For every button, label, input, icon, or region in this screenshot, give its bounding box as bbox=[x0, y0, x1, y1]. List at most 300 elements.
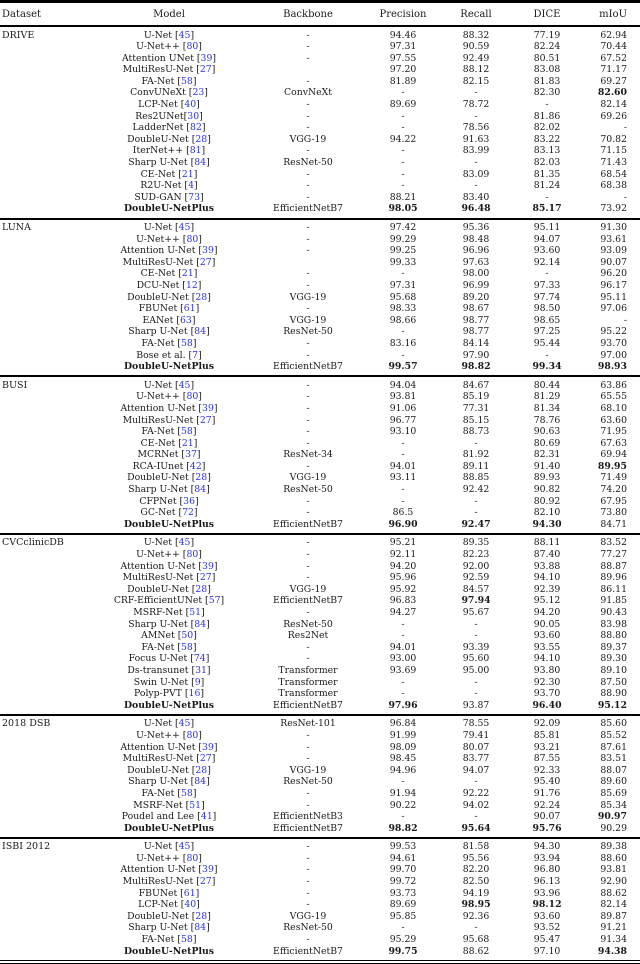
miou-value: - bbox=[623, 122, 627, 134]
backbone-label: ResNet-50 bbox=[283, 618, 333, 630]
model-cell: SUD-GAN [73] bbox=[134, 191, 204, 203]
model-name: Attention U-Net bbox=[120, 864, 196, 876]
backbone-label: - bbox=[306, 437, 310, 449]
dataset-label bbox=[0, 99, 88, 111]
model-name: CE-Net bbox=[140, 168, 176, 180]
precision-value: 98.45 bbox=[389, 753, 417, 765]
miou-value: 67.52 bbox=[600, 52, 627, 64]
precision-value: 95.92 bbox=[389, 583, 417, 595]
table-row bbox=[0, 41, 640, 53]
precision-value: - bbox=[401, 688, 405, 700]
dice-value: 78.76 bbox=[533, 414, 561, 426]
model-name: DoubleU-Net bbox=[127, 910, 189, 922]
dice-value: 82.24 bbox=[533, 41, 561, 53]
dataset-label bbox=[0, 800, 88, 812]
precision-value: - bbox=[401, 437, 405, 449]
recall-value: 98.67 bbox=[462, 303, 490, 315]
model-name: Res2UNet bbox=[135, 110, 184, 122]
backbone-label: - bbox=[306, 337, 310, 349]
citation-link[interactable]: 39 bbox=[202, 402, 214, 414]
precision-value: - bbox=[401, 676, 405, 688]
model-name: Bose et al. bbox=[136, 349, 186, 361]
dataset-label bbox=[0, 134, 88, 146]
dice-value: 93.70 bbox=[533, 688, 561, 700]
dice-value: 91.40 bbox=[533, 460, 561, 472]
dataset-label: LUNA bbox=[2, 222, 31, 233]
citation-link[interactable]: 84 bbox=[194, 326, 207, 338]
dice-value: 81.34 bbox=[533, 402, 561, 414]
miou-value: 89.87 bbox=[600, 910, 627, 922]
model-cell: CE-Net [21] bbox=[140, 268, 198, 280]
model-cell: U-Net++ [80] bbox=[136, 729, 202, 741]
citation-link[interactable]: 39 bbox=[202, 864, 214, 876]
model-name: MultiResU-Net bbox=[122, 414, 194, 426]
model-cell: LCP-Net [40] bbox=[138, 99, 200, 111]
model-cell: FA-Net [58] bbox=[141, 75, 197, 87]
backbone-label: - bbox=[306, 414, 310, 426]
citation-link[interactable]: 63 bbox=[179, 314, 192, 326]
precision-value: 93.81 bbox=[389, 391, 417, 403]
model-cell bbox=[88, 519, 250, 534]
precision-value: 88.21 bbox=[389, 191, 417, 203]
model-name: DCU-Net bbox=[136, 279, 180, 291]
precision-value: 93.69 bbox=[389, 664, 417, 676]
citation-link[interactable]: 39 bbox=[200, 52, 213, 64]
citation-link[interactable]: 28 bbox=[195, 764, 208, 776]
recall-value: - bbox=[474, 110, 478, 122]
miou-value: 95.22 bbox=[600, 326, 627, 338]
citation-link[interactable]: 80 bbox=[186, 391, 199, 403]
citation-link[interactable]: 28 bbox=[195, 133, 208, 145]
column-header-dataset: Dataset bbox=[0, 2, 88, 27]
model-name: CFPNet bbox=[139, 495, 177, 507]
table-row bbox=[0, 838, 640, 853]
table-row bbox=[0, 134, 640, 146]
dataset-label bbox=[0, 688, 88, 700]
dice-value: 93.21 bbox=[533, 741, 561, 753]
precision-value: 95.96 bbox=[389, 572, 417, 584]
backbone-label: - bbox=[306, 426, 310, 438]
citation-link[interactable]: 4 bbox=[188, 180, 194, 192]
citation-link[interactable]: 58 bbox=[180, 426, 193, 438]
model-cell: U-Net [45] bbox=[143, 537, 195, 549]
model-cell: DoubleU-Net [28] bbox=[127, 583, 211, 595]
precision-value: 99.29 bbox=[389, 233, 417, 245]
recall-value: 96.96 bbox=[462, 245, 490, 257]
table-row bbox=[0, 823, 640, 838]
citation-link[interactable]: 27 bbox=[199, 572, 212, 584]
backbone-label: - bbox=[306, 653, 310, 665]
precision-value: - bbox=[401, 449, 405, 461]
citation-link[interactable]: 51 bbox=[189, 607, 202, 618]
citation-link[interactable]: 31 bbox=[195, 664, 207, 676]
citation-link[interactable]: 36 bbox=[183, 495, 195, 507]
citation-link[interactable]: 58 bbox=[180, 337, 193, 349]
backbone-label: ResNet-50 bbox=[283, 922, 333, 934]
dataset-label bbox=[0, 584, 88, 596]
citation-link[interactable]: 27 bbox=[199, 414, 212, 426]
dataset-label bbox=[0, 53, 88, 65]
table-row bbox=[0, 157, 640, 169]
recall-value: 88.85 bbox=[462, 472, 490, 484]
citation-link[interactable]: 21 bbox=[181, 168, 194, 180]
dataset-label bbox=[0, 730, 88, 742]
model-name: EANet bbox=[142, 314, 174, 326]
dice-value: 85.17 bbox=[532, 203, 562, 215]
dataset-label bbox=[0, 361, 88, 376]
table-row bbox=[0, 203, 640, 218]
miou-value: 71.95 bbox=[600, 426, 627, 438]
table-row bbox=[0, 700, 640, 715]
miou-value: 91.34 bbox=[600, 934, 627, 946]
citation-link[interactable]: 45 bbox=[178, 718, 191, 730]
miou-value: 97.06 bbox=[600, 303, 627, 315]
model-name: Swin U-Net bbox=[133, 676, 189, 688]
precision-value: 96.84 bbox=[389, 718, 417, 730]
recall-value: 88.73 bbox=[462, 426, 490, 438]
table-header bbox=[0, 2, 640, 27]
citation-link[interactable]: 9 bbox=[194, 676, 201, 688]
citation-link[interactable]: 27 bbox=[199, 256, 212, 268]
table-row bbox=[0, 853, 640, 865]
backbone-label: EfficientNetB7 bbox=[273, 699, 343, 711]
citation-link[interactable]: 81 bbox=[189, 145, 202, 157]
dice-value: 81.24 bbox=[533, 180, 561, 192]
recall-value: 95.00 bbox=[462, 664, 490, 676]
miou-value: 65.55 bbox=[600, 391, 627, 403]
model-name: DoubleU-NetPlus bbox=[124, 699, 214, 711]
citation-link[interactable]: 45 bbox=[178, 222, 191, 233]
miou-value: 95.11 bbox=[600, 291, 627, 303]
miou-value: 85.34 bbox=[600, 799, 627, 811]
precision-value: - bbox=[401, 110, 405, 122]
dataset-label bbox=[0, 315, 88, 327]
model-name: CRF-EfficientUNet bbox=[113, 595, 203, 607]
backbone-label: - bbox=[306, 560, 310, 572]
citation-link[interactable]: 39 bbox=[202, 560, 214, 572]
model-cell: LCP-Net [40] bbox=[138, 899, 200, 911]
recall-value: 98.77 bbox=[462, 314, 490, 326]
citation-link[interactable]: 84 bbox=[194, 776, 207, 788]
citation-link[interactable]: 28 bbox=[195, 583, 208, 595]
recall-value: 89.11 bbox=[462, 460, 490, 472]
recall-value: 94.07 bbox=[462, 764, 490, 776]
recall-value: 95.64 bbox=[461, 822, 491, 834]
dice-value: 95.47 bbox=[533, 934, 561, 946]
dice-value: 93.60 bbox=[533, 630, 561, 642]
dice-value: 80.92 bbox=[533, 495, 561, 507]
miou-value: 71.17 bbox=[600, 64, 627, 76]
table-row bbox=[0, 415, 640, 427]
citation-link[interactable]: 7 bbox=[192, 349, 199, 361]
citation-link[interactable]: 80 bbox=[186, 41, 199, 53]
recall-value: - bbox=[474, 507, 478, 519]
dice-value: 92.09 bbox=[533, 718, 561, 730]
dataset-label bbox=[0, 619, 88, 631]
recall-value: 98.48 bbox=[462, 233, 490, 245]
precision-value: - bbox=[401, 87, 405, 99]
model-cell: U-Net++ [80] bbox=[136, 549, 202, 561]
dice-value: 82.30 bbox=[533, 87, 561, 99]
citation-link[interactable]: 80 bbox=[186, 852, 199, 864]
dice-value: - bbox=[545, 349, 549, 361]
recall-value: 92.36 bbox=[462, 910, 490, 922]
model-cell: CE-Net [21] bbox=[140, 437, 198, 449]
backbone-label: - bbox=[306, 110, 310, 122]
citation-link[interactable]: 27 bbox=[199, 753, 212, 765]
dataset-label bbox=[0, 122, 88, 134]
model-name: Sharp U-Net bbox=[128, 776, 188, 788]
table-row bbox=[0, 899, 640, 911]
dataset-label: BUSI bbox=[2, 379, 28, 391]
backbone-label: - bbox=[306, 268, 310, 280]
backbone-label: - bbox=[306, 122, 310, 134]
precision-value: 94.20 bbox=[389, 560, 417, 572]
miou-value: 88.60 bbox=[600, 852, 627, 864]
backbone-label: VGG-19 bbox=[289, 764, 327, 776]
table-row bbox=[0, 864, 640, 876]
precision-value: 94.22 bbox=[389, 133, 417, 145]
citation-link[interactable]: 21 bbox=[181, 437, 194, 449]
citation-link[interactable]: 37 bbox=[185, 449, 197, 461]
model-name: Sharp U-Net bbox=[128, 618, 188, 630]
table-row bbox=[0, 730, 640, 742]
citation-link[interactable]: 84 bbox=[194, 157, 207, 169]
recall-value: - bbox=[474, 618, 478, 630]
table-row bbox=[0, 653, 640, 665]
recall-value: 92.49 bbox=[462, 52, 490, 64]
table-row bbox=[0, 788, 640, 800]
backbone-label: - bbox=[306, 864, 310, 876]
dataset-section-busi bbox=[0, 376, 640, 534]
miou-value: 87.50 bbox=[600, 676, 627, 688]
table-row bbox=[0, 268, 640, 280]
table-row bbox=[0, 630, 640, 642]
table-row bbox=[0, 765, 640, 777]
citation-link[interactable]: 61 bbox=[183, 887, 196, 899]
miou-value: 94.38 bbox=[597, 945, 627, 957]
dice-value: 83.08 bbox=[533, 64, 561, 76]
citation-link[interactable]: 57 bbox=[208, 595, 221, 607]
dice-value: 88.11 bbox=[533, 537, 561, 549]
citation-link[interactable]: 42 bbox=[189, 460, 202, 472]
recall-value: 83.77 bbox=[462, 753, 490, 765]
citation-link[interactable]: 28 bbox=[195, 291, 208, 303]
table-row bbox=[0, 811, 640, 823]
precision-value: 94.04 bbox=[389, 379, 417, 391]
table-row bbox=[0, 87, 640, 99]
dice-value: 93.60 bbox=[533, 910, 561, 922]
dice-value: 85.81 bbox=[533, 729, 561, 741]
model-cell: Attention U-Net [39] bbox=[120, 245, 218, 257]
precision-value: 92.11 bbox=[389, 549, 417, 561]
dataset-label: CVCclinicDB bbox=[2, 537, 64, 549]
citation-link[interactable]: 39 bbox=[202, 245, 214, 257]
model-cell: Polyp-PVT [16] bbox=[133, 688, 205, 700]
model-name: ConvUNeXt bbox=[130, 87, 186, 99]
model-name: IterNet++ bbox=[132, 145, 184, 157]
citation-link[interactable]: 84 bbox=[194, 618, 207, 630]
model-cell bbox=[88, 700, 250, 715]
recall-value: - bbox=[474, 688, 478, 700]
model-cell: U-Net++ [80] bbox=[136, 852, 202, 864]
citation-link[interactable]: 58 bbox=[180, 934, 193, 946]
citation-link[interactable]: 27 bbox=[199, 876, 212, 888]
miou-value: 89.38 bbox=[600, 841, 627, 853]
model-name: Sharp U-Net bbox=[128, 326, 188, 338]
citation-link[interactable]: 39 bbox=[202, 741, 214, 753]
model-cell: CRF-EfficientUNet [57] bbox=[113, 595, 225, 607]
citation-link[interactable]: 61 bbox=[183, 303, 196, 315]
citation-link[interactable]: 80 bbox=[186, 233, 199, 245]
dice-value: 96.80 bbox=[533, 864, 561, 876]
backbone-label: EfficientNetB7 bbox=[273, 361, 343, 373]
precision-value: 97.96 bbox=[388, 699, 418, 711]
table-row bbox=[0, 519, 640, 534]
citation-link[interactable]: 45 bbox=[178, 841, 191, 853]
dataset-label bbox=[0, 472, 88, 484]
citation-link[interactable]: 72 bbox=[182, 507, 194, 519]
miou-value: 77.27 bbox=[600, 549, 627, 561]
table-row bbox=[0, 111, 640, 123]
dataset-label bbox=[0, 438, 88, 450]
citation-link[interactable]: 84 bbox=[194, 484, 207, 496]
citation-link[interactable]: 51 bbox=[189, 799, 202, 811]
backbone-label: - bbox=[306, 729, 310, 741]
miou-value: 93.09 bbox=[600, 245, 627, 257]
citation-link[interactable]: 80 bbox=[186, 549, 199, 561]
citation-link[interactable]: 23 bbox=[192, 87, 205, 99]
citation-link[interactable]: 41 bbox=[200, 811, 213, 823]
model-name: AMNet bbox=[141, 630, 175, 642]
dataset-label bbox=[0, 853, 88, 865]
column-header-model: Model bbox=[88, 2, 250, 27]
dice-value: 83.22 bbox=[533, 133, 561, 145]
precision-value: 98.05 bbox=[388, 203, 418, 215]
backbone-label: - bbox=[306, 460, 310, 472]
dice-value: 94.20 bbox=[533, 607, 561, 618]
model-name: CE-Net bbox=[140, 268, 176, 280]
dataset-label bbox=[0, 823, 88, 838]
recall-value: 78.72 bbox=[462, 99, 490, 111]
precision-value: 91.99 bbox=[389, 729, 417, 741]
citation-link[interactable]: 28 bbox=[195, 472, 208, 484]
dataset-label bbox=[0, 642, 88, 654]
model-name: Polyp-PVT bbox=[133, 688, 182, 700]
backbone-label: ResNet-50 bbox=[283, 326, 333, 338]
recall-value: - bbox=[474, 630, 478, 642]
precision-value: 99.57 bbox=[388, 361, 418, 373]
citation-link[interactable]: 45 bbox=[178, 379, 191, 391]
citation-link[interactable]: 58 bbox=[180, 787, 193, 799]
model-cell: FA-Net [58] bbox=[141, 641, 197, 653]
miou-value: 82.60 bbox=[597, 87, 627, 99]
dice-value: 93.80 bbox=[533, 664, 561, 676]
citation-link[interactable]: 27 bbox=[199, 64, 212, 76]
citation-link[interactable]: 84 bbox=[194, 922, 207, 934]
dice-value: - bbox=[545, 268, 549, 280]
dataset-label bbox=[0, 203, 88, 218]
dice-value: 95.44 bbox=[533, 337, 561, 349]
backbone-label: - bbox=[306, 391, 310, 403]
miou-value: 91.30 bbox=[600, 222, 627, 233]
citation-link[interactable]: 74 bbox=[193, 653, 206, 665]
precision-value: 97.42 bbox=[389, 222, 417, 233]
model-name: U-Net++ bbox=[136, 391, 180, 403]
citation-link[interactable]: 30 bbox=[187, 110, 200, 122]
dataset-label bbox=[0, 41, 88, 53]
precision-value: - bbox=[401, 326, 405, 338]
dataset-label bbox=[0, 257, 88, 269]
citation-link[interactable]: 12 bbox=[185, 279, 198, 291]
precision-value: 94.46 bbox=[389, 29, 417, 41]
model-cell: FBUNet [61] bbox=[138, 887, 200, 899]
precision-value: 98.09 bbox=[389, 741, 417, 753]
model-name: DoubleU-Net bbox=[127, 133, 189, 145]
citation-link[interactable]: 58 bbox=[180, 641, 193, 653]
model-cell: DoubleU-Net [28] bbox=[127, 472, 211, 484]
citation-link[interactable]: 16 bbox=[188, 688, 201, 700]
dataset-label bbox=[0, 876, 88, 888]
dataset-label bbox=[0, 888, 88, 900]
citation-link[interactable]: 28 bbox=[195, 910, 208, 922]
citation-link[interactable]: 40 bbox=[184, 99, 197, 111]
citation-link[interactable]: 45 bbox=[178, 29, 191, 41]
backbone-label: ResNet-50 bbox=[283, 776, 333, 788]
citation-link[interactable]: 40 bbox=[184, 899, 197, 911]
precision-value: 90.22 bbox=[389, 799, 417, 811]
citation-link[interactable]: 80 bbox=[186, 729, 199, 741]
citation-link[interactable]: 21 bbox=[181, 268, 194, 280]
model-name: DoubleU-NetPlus bbox=[124, 518, 214, 530]
model-cell: MSRF-Net [51] bbox=[133, 799, 205, 811]
miou-value: 83.52 bbox=[600, 537, 627, 549]
backbone-label: - bbox=[306, 75, 310, 87]
dice-value: 77.19 bbox=[533, 29, 561, 41]
miou-value: 88.80 bbox=[600, 630, 627, 642]
model-cell: CE-Net [21] bbox=[140, 168, 198, 180]
dataset-label: ISBI 2012 bbox=[2, 841, 51, 853]
table-row bbox=[0, 584, 640, 596]
recall-value: 79.41 bbox=[462, 729, 490, 741]
recall-value: 81.92 bbox=[462, 449, 490, 461]
recall-value: 95.36 bbox=[462, 222, 490, 233]
citation-link[interactable]: 82 bbox=[190, 122, 202, 134]
precision-value: 99.25 bbox=[389, 245, 417, 257]
model-cell: Sharp U-Net [84] bbox=[128, 157, 210, 169]
table-row bbox=[0, 219, 640, 234]
backbone-label: - bbox=[306, 607, 310, 618]
citation-link[interactable]: 45 bbox=[178, 537, 191, 549]
table-row bbox=[0, 122, 640, 134]
miou-value: 62.94 bbox=[600, 29, 627, 41]
dataset-label bbox=[0, 484, 88, 496]
table-row bbox=[0, 549, 640, 561]
precision-value: 81.89 bbox=[389, 75, 417, 87]
miou-value: 73.92 bbox=[600, 203, 627, 215]
citation-link[interactable]: 50 bbox=[181, 630, 194, 642]
miou-value: 68.10 bbox=[600, 402, 627, 414]
dataset-label bbox=[0, 192, 88, 204]
model-cell: MultiResU-Net [27] bbox=[122, 876, 216, 888]
miou-value: 91.21 bbox=[600, 922, 627, 934]
table-row bbox=[0, 753, 640, 765]
citation-link[interactable]: 58 bbox=[180, 75, 193, 87]
miou-value: 68.54 bbox=[600, 168, 627, 180]
table-row bbox=[0, 665, 640, 677]
citation-link[interactable]: 73 bbox=[188, 191, 201, 203]
dice-value: 93.55 bbox=[533, 641, 561, 653]
